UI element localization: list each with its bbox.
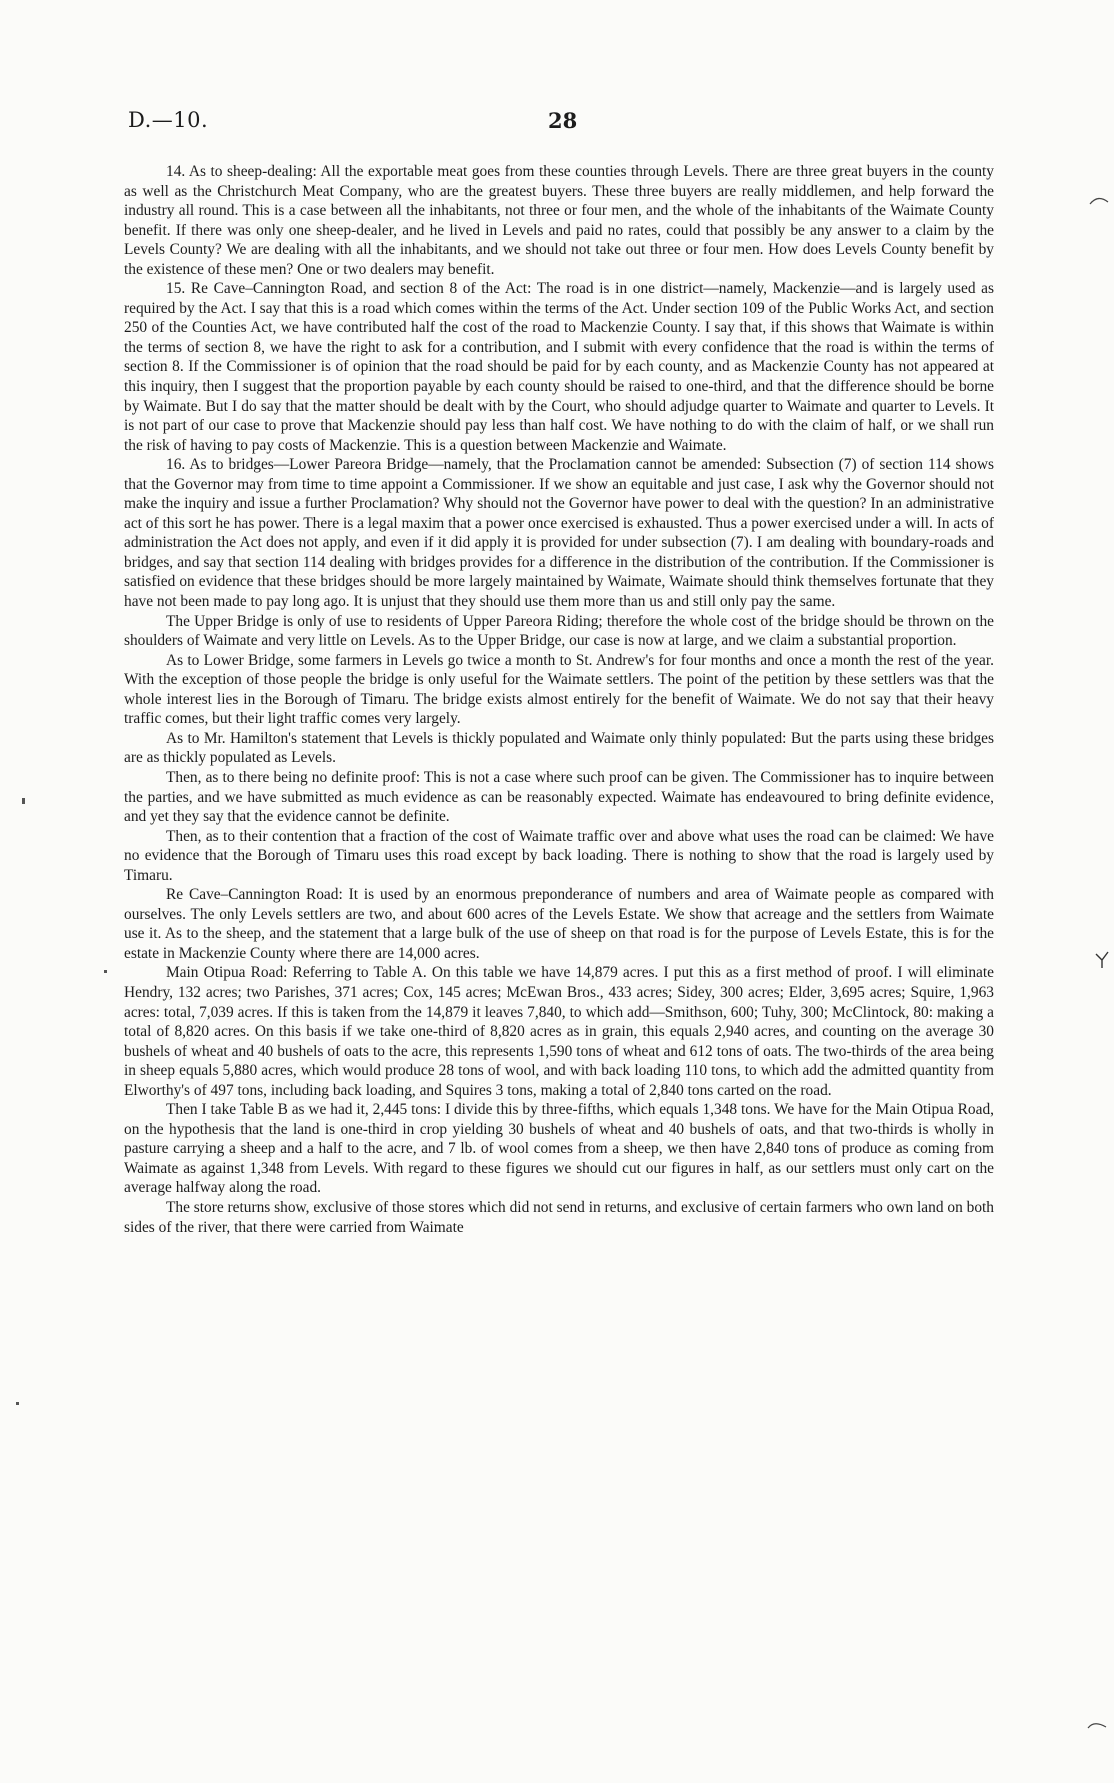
paragraph-lower-bridge: As to Lower Bridge, some farmers in Levels go twice a month to St. Andrew's for four months and once a month the rest of the year. With the exception of those people the bridge is only useful for the Waimate settlers. The point of the petition by these settlers was that the whole interest lies in the Borough of Timaru. The bridge exists almost entirely for the benefit of Waimate. We do not say that their heavy traffic comes, but their light traffic comes very largely.	[124, 651, 994, 728]
paragraph-upper-bridge: The Upper Bridge is only of use to residents of Upper Pareora Riding; therefore the whole cost of the bridge should be thrown on the shoulders of Waimate and very little on Levels. As to the Upper Bridge, our case is now at large, and we claim a substantial proportion.	[124, 612, 994, 650]
paragraph-bridges: 16. As to bridges—Lower Pareora Bridge—namely, that the Proclamation cannot be amended: Subsection (7) of section 114 shows that the Governor may from time to time appoint a Commissioner. If we show an equitable and just case, I ask why the Governor should not make the inquiry and issue a further Proclamation? Why should not the Governor have power to deal with the question? In an administrative act of this sort he has power. There is a legal maxim that a power once exercised is exhausted. Thus a power exercised under a will. In acts of administration the Act does not apply, and even if it did apply it is provided for under subsection (7). I am dealing with boundary-roads and bridges, and say that section 114 dealing with bridges provides for a difference in the distribution of the contribution. If the Commissioner is satisfied on evidence that these bridges should be more largely maintained by Waimate, Waimate should think themselves fortunate that they have not been made to pay long ago. It is unjust that they should use them more than us and still only pay the same.	[124, 456, 994, 611]
page-number: 28	[548, 108, 578, 133]
paragraph-definite-proof: Then, as to there being no definite proof: This is not a case where such proof can be given. The Commissioner has to inquire between the parties, and we have submitted as much evidence as can be reasonably expected. Waimate has endeavoured to bring definite evidence, and yet they say that the evidence cannot be definite.	[124, 768, 994, 826]
margin-dot-icon	[104, 970, 107, 973]
paragraph-main-otipua-road: Main Otipua Road: Referring to Table A. On this table we have 14,879 acres. I put this as a first method of proof. I will eliminate Hendry, 132 acres; two Parishes, 371 acres; Cox, 145 acres; McEwan Bros., 433 acres; Sidey, 300 acres; Elder, 3,695 acres; Squire, 1,963 acres: total, 7,039 acres. If this is taken from the 14,879 it leaves 7,840, to which add—Smithson, 600; Tuhy, 300; McClintock, 80: making a total of 8,820 acres. On this basis if we take one-third of 8,820 acres as in grain, this equals 2,940 acres, and counting on the average 30 bushels of wheat and 40 bushels of oats to the acre, this represents 1,590 tons of wheat and 612 tons of oats. The two-thirds of the area being in sheep equals 5,880 acres, which would produce 28 tons of wool, and with back loading 110 tons, to which add the admitted quantity from Elworthy's of 497 tons, including back loading, and Squires 3 tons, making a total of 2,840 tons carted on the road.	[124, 964, 994, 1099]
body-text	[124, 162, 994, 1237]
paragraph-sheep-dealing: 14. As to sheep-dealing: All the exportable meat goes from these counties through Levels. There are three great buyers in the county as well as the Christchurch Meat Company, who are the greatest buyers. These three buyers are really middlemen, and help forward the industry all round. This is a case between all the inhabitants, not three or four men, and the whole of the inhabitants of the Waimate County benefit. If there was only one sheep-dealer, and he lived in Levels and paid no rates, could that possibly be any answer to a claim by the Levels County? We are dealing with all the inhabitants, and we should not take out three or four men. How does Levels County benefit by the existence of these men? One or two dealers may benefit.	[124, 163, 994, 278]
margin-dot-icon	[16, 1402, 19, 1405]
paragraph-hamilton-statement: As to Mr. Hamilton's statement that Levels is thickly populated and Waimate only thinly populated: But the parts using these bridges are as thickly populated as Levels.	[124, 729, 994, 767]
margin-mark-icon	[1086, 1718, 1108, 1732]
paragraph-store-returns: The store returns show, exclusive of those stores which did not send in returns, and exclusive of certain farmers who own land on both sides of the river, that there were carried from Waimate	[124, 1198, 994, 1236]
paragraph-table-b: Then I take Table B as we had it, 2,445 tons: I divide this by three-fifths, which equals 1,348 tons. We have for the Main Otipua Road, on the hypothesis that the land is one-third in crop yielding 30 bushels of wheat and 40 bushels of oats, and that two-thirds is wholly in pasture carrying a sheep and a half to the acre, and 7 lb. of wool comes from a sheep, we then have 2,840 tons of produce as coming from Waimate as against 1,348 from Levels. With regard to these figures we should cut our figures in half, as our settlers must only cart on the average halfway along the road.	[124, 1101, 994, 1197]
paragraph-fraction-of-cost: Then, as to their contention that a fraction of the cost of Waimate traffic over and above what uses the road can be claimed: We have no evidence that the Borough of Timaru uses this road except by back loading. There is nothing to show that the road is largely used by Timaru.	[124, 827, 994, 884]
document-code: D.—10.	[128, 108, 209, 132]
page-header	[128, 108, 998, 142]
margin-mark-icon	[1088, 190, 1110, 212]
margin-tick-icon	[1094, 950, 1110, 970]
margin-dot-icon	[22, 798, 25, 804]
paragraph-cave-cannington-section-8: 15. Re Cave–Cannington Road, and section 8 of the Act: The road is in one district—namely, Mackenzie—and is largely used as required by the Act. I say that this is a road which comes within the terms of the Act. Under section 109 of the Public Works Act, and section 250 of the Counties Act, we have contributed half the cost of the road to Mackenzie County. I say that, if this shows that Waimate is within the terms of section 8, we have the right to ask for a contribution, and I submit with every confidence that the road is within the terms of section 8. If the Commissioner is of opinion that the road should be paid for by each county, and as Mackenzie County has not appeared at this inquiry, then I suggest that the proportion payable by each county should be raised to one-third, and that the difference should be borne by Waimate. But I do say that the matter should be dealt with by the Court, who should adjudge quarter to Waimate and quarter to Levels. It is not part of our case to prove that Mackenzie should pay less than half cost. We have nothing to do with the claim of half, or we shall run the risk of having to pay costs of Mackenzie. This is a question between Mackenzie and Waimate.	[124, 280, 994, 454]
paragraph-cave-cannington-use: Re Cave–Cannington Road: It is used by an enormous preponderance of numbers and area of Waimate people as compared with ourselves. The only Levels settlers are two, and about 600 acres of the Levels Estate. We show that acreage and the settlers from Waimate use it. As to the sheep, and the statement that a large bulk of the use of sheep on that road is for the purpose of Levels Estate, this is for the estate in Mackenzie County where there are 14,000 acres.	[124, 886, 994, 962]
